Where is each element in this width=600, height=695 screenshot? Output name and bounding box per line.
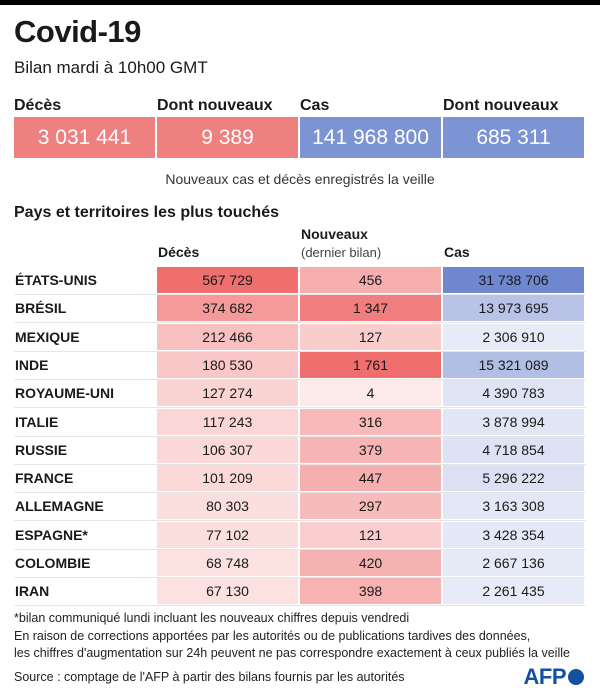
table-row: [0, 352, 600, 378]
column-header-new-sub: (dernier bilan): [301, 245, 382, 260]
footnote-correction-2: les chiffres d'augmentation sur 24h peuvent ne pas correspondre exactement à ceux publiés la veille: [14, 646, 570, 660]
footnote-source: Source : comptage de l'AFP à partir des bilans fournis par les autorités: [14, 670, 405, 684]
summary-value: 685 311: [443, 117, 584, 158]
deaths-cell: 180 530: [157, 352, 298, 378]
country-name: RUSSIE: [15, 441, 68, 458]
column-header-deaths: Décès: [158, 244, 200, 260]
country-name: ROYAUME-UNI: [15, 385, 115, 402]
table-row: [0, 324, 600, 350]
summary-value: 3 031 441: [14, 117, 155, 158]
footnote-correction-1: En raison de corrections apportées par les autorités ou de publications tardives des données,: [14, 629, 531, 643]
cases-cell: 4 390 783: [443, 380, 584, 406]
deaths-cell: 68 748: [157, 550, 298, 576]
country-name: IRAN: [15, 583, 50, 600]
table-row: [0, 409, 600, 435]
country-name: ESPAGNE*: [15, 526, 88, 543]
afp-logo-dot-icon: [568, 669, 584, 685]
country-name: MEXIQUE: [15, 328, 80, 345]
country-name: BRÉSIL: [15, 300, 67, 317]
table-row: [0, 437, 600, 463]
afp-logo-text: AFP: [523, 664, 566, 689]
deaths-cell: 127 274: [157, 380, 298, 406]
country-name: INDE: [15, 356, 49, 373]
new-deaths-cell: 1 347: [300, 295, 441, 321]
cases-cell: 2 306 910: [443, 324, 584, 350]
page-title: Covid-19: [14, 14, 141, 49]
cases-cell: 2 261 435: [443, 578, 584, 604]
table-row: [0, 465, 600, 491]
table-row: [0, 578, 600, 604]
cases-cell: 15 321 089: [443, 352, 584, 378]
country-name: COLOMBIE: [15, 555, 91, 571]
new-deaths-cell: 4: [300, 380, 441, 406]
cases-cell: 13 973 695: [443, 295, 584, 321]
country-name: FRANCE: [15, 470, 74, 487]
page-subtitle: Bilan mardi à 10h00 GMT: [14, 58, 208, 77]
deaths-cell: 567 729: [157, 267, 298, 293]
summary-value: 9 389: [157, 117, 298, 158]
new-deaths-cell: 1 761: [300, 352, 441, 378]
top-bar: [0, 0, 600, 5]
deaths-cell: 80 303: [157, 493, 298, 519]
deaths-cell: 101 209: [157, 465, 298, 491]
summary-label: Dont nouveaux: [157, 97, 273, 114]
country-name: ITALIE: [15, 413, 59, 430]
cases-cell: 3 878 994: [443, 409, 584, 435]
cases-cell: 31 738 706: [443, 267, 584, 293]
country-name: ALLEMAGNE: [15, 498, 104, 515]
country-name: ÉTATS-UNIS: [15, 272, 97, 288]
deaths-cell: 117 243: [157, 409, 298, 435]
table-row: [0, 267, 600, 293]
table-row: [0, 493, 600, 519]
new-deaths-cell: 447: [300, 465, 441, 491]
new-deaths-cell: 456: [300, 267, 441, 293]
table-row: [0, 295, 600, 321]
cases-cell: 2 667 136: [443, 550, 584, 576]
new-deaths-cell: 127: [300, 324, 441, 350]
afp-logo: [524, 664, 585, 690]
column-header-new: Nouveaux: [301, 226, 368, 242]
deaths-cell: 212 466: [157, 324, 298, 350]
table-row: [0, 550, 600, 576]
summary-value: 141 968 800: [300, 117, 441, 158]
new-deaths-cell: 121: [300, 522, 441, 548]
table-row: [0, 380, 600, 406]
row-divider: [14, 605, 586, 606]
deaths-cell: 374 682: [157, 295, 298, 321]
new-deaths-cell: 398: [300, 578, 441, 604]
column-header-cases: Cas: [444, 244, 470, 260]
footnote-asterisk: *bilan communiqué lundi incluant les nouveaux chiffres depuis vendredi: [14, 611, 410, 625]
cases-cell: 3 428 354: [443, 522, 584, 548]
cases-cell: 3 163 308: [443, 493, 584, 519]
table-row: [0, 522, 600, 548]
summary-label: Cas: [300, 97, 330, 114]
new-deaths-cell: 297: [300, 493, 441, 519]
summary-label: Dont nouveaux: [443, 97, 559, 114]
deaths-cell: 67 130: [157, 578, 298, 604]
cases-cell: 4 718 854: [443, 437, 584, 463]
cases-cell: 5 296 222: [443, 465, 584, 491]
new-deaths-cell: 316: [300, 409, 441, 435]
new-deaths-cell: 420: [300, 550, 441, 576]
new-deaths-cell: 379: [300, 437, 441, 463]
summary-note: Nouveaux cas et décès enregistrés la veille: [165, 171, 435, 187]
summary-label: Décès: [14, 97, 62, 114]
deaths-cell: 106 307: [157, 437, 298, 463]
deaths-cell: 77 102: [157, 522, 298, 548]
section-title: Pays et territoires les plus touchés: [14, 204, 279, 221]
